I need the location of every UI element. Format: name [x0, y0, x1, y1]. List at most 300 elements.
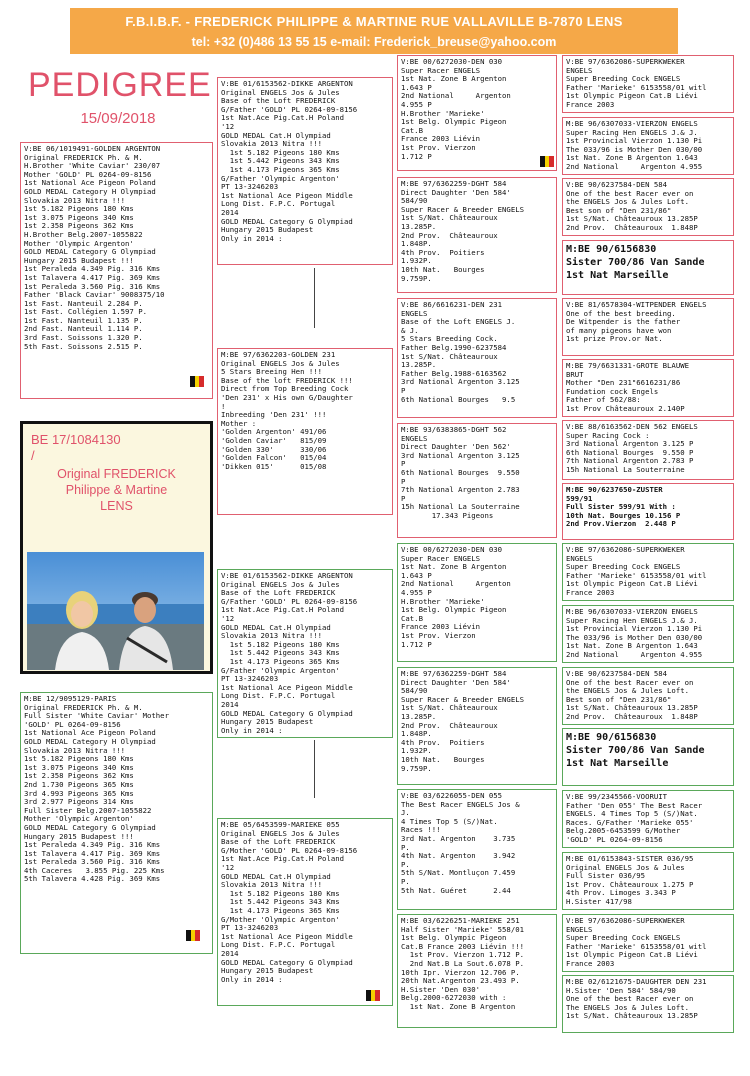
pedigree-line: 1st S/Nat. Châteauroux — [401, 703, 498, 713]
pedigree-line: 9.759P. — [401, 273, 432, 283]
pedigree-line: Hungary 2015 Budapest — [221, 717, 314, 727]
pedigree-line: Half Sister 'Marieke' 558/01 — [401, 924, 525, 934]
pedigree-line: Super Breeding Cock ENGELS — [566, 74, 681, 84]
pedigree-g3-5 — [397, 543, 557, 662]
pedigree-line: 10th Nat. Bourges 10.156 P — [566, 510, 681, 520]
pedigree-line: 1st Nat. Zone B Argenton 1.643 — [566, 153, 698, 163]
pedigree-line: M:BE 90/6156830 — [566, 732, 657, 743]
pedigree-line: 13.285P. — [401, 360, 437, 370]
pedigree-line: G/Father 'GOLD' PL 0264-09-8156 — [221, 104, 358, 114]
pedigree-line: 2nd 1.730 Pigeons 365 Kms — [24, 779, 134, 789]
pedigree-line: Long Dist. F.P.C. Portugal — [221, 691, 336, 701]
pedigree-line: Belg.2000-6272030 with : — [401, 993, 507, 1003]
pedigree-line: M:BE 01/6153843-SISTER 036/95 — [566, 854, 694, 863]
owner-line-1: Original FREDERICK — [57, 467, 176, 481]
pedigree-line: 1st Belg. Olympic Pigeon — [401, 933, 507, 943]
pedigree-line: ENGELS — [566, 924, 593, 934]
pedigree-line: 3rd National Argenton 3.125 P — [566, 439, 694, 449]
pedigree-line: 5th Nat. Guéret 2.44 — [401, 885, 511, 895]
pedigree-line: 2nd Prov. Châteauroux — [401, 230, 498, 240]
pedigree-g4-14 — [562, 852, 734, 910]
pedigree-line: 'Golden 330' 330/06 — [221, 444, 327, 454]
pedigree-line: 20th Nat.Argenton 23.493 P. — [401, 976, 520, 986]
pedigree-line: Super Racing Cock : — [566, 430, 650, 440]
pedigree-line: 1st S/Nat. Châteauroux 13.285P — [566, 214, 698, 224]
pedigree-line: M:BE 93/6383865-DGHT 562 — [401, 425, 507, 434]
pedigree-line: GOLD MEDAL Category G Olympiad — [221, 216, 353, 226]
pedigree-line: M:BE 96/6307033-VIERZON ENGELS — [566, 119, 698, 128]
pedigree-line: Father of 562/88: — [566, 395, 641, 405]
pedigree-line: H.Sister 'Den 584' 584/90 — [566, 985, 676, 995]
pedigree-line: Father 'Marieke' 6153558/01 witl — [566, 570, 707, 580]
pedigree-line: 1st Peraleda 4.349 Pig. 316 Kms — [24, 840, 161, 850]
pedigree-line: V:BE 97/6362086-SUPERKWEKER — [566, 545, 685, 554]
pedigree-line: 1st Nat.Ace Pig.Cat.H Poland — [221, 854, 345, 864]
pedigree-line: The 033/96 is Mother Den 030/00 — [566, 632, 703, 642]
pedigree-line: V:BE 00/6272030-DEN 030 — [401, 57, 503, 66]
pedigree-line: 1st National Ace Pigeon Middle — [221, 682, 353, 692]
pedigree-g4-6 — [562, 359, 734, 417]
pedigree-line: 1.712 P — [401, 151, 432, 161]
header-contact: tel: +32 (0)486 13 55 15 e-mail: Frederick_breuse@yahoo.com — [191, 35, 557, 49]
pedigree-line: Super Racing Hen ENGELS J.& J. — [566, 127, 698, 137]
pedigree-line: Super Breeding Cock ENGELS — [566, 562, 681, 572]
pedigree-line: 4 Times Top 5 (S/)Nat. — [401, 816, 498, 826]
pedigree-line: Only in 2014 : — [221, 233, 283, 243]
pedigree-line: 10th Nat. Bourges — [401, 754, 485, 764]
pedigree-line: 'Golden Argenton' 491/06 — [221, 427, 327, 437]
pedigree-line: 1.848P. — [401, 239, 432, 249]
pedigree-line: Best son of "Den 231/86" — [566, 205, 672, 215]
pedigree-line: Direct Daughter 'Den 562' — [401, 442, 511, 452]
pedigree-line: 2nd Fast. Nanteuil 1.114 P. — [24, 324, 143, 334]
pedigree-line: 1.932P. — [401, 746, 432, 756]
pedigree-fm — [217, 348, 393, 515]
pedigree-line: V:BE 99/2345566-VOORUIT — [566, 792, 668, 801]
pedigree-line: France 2003 — [566, 958, 615, 968]
pedigree-line: M:BE 05/6453599-MARIEKE 055 — [221, 820, 340, 829]
pedigree-line: 1st Prov. Châteauroux 1.275 P — [566, 879, 694, 889]
pedigree-line: V:BE 90/6237584-DEN 584 — [566, 669, 668, 678]
pedigree-line: 7th National Argenton 2.783 — [401, 485, 520, 495]
pedigree-line: 1st S/Nat. Châteauroux 13.285P — [566, 1011, 698, 1021]
pedigree-line: V:BE 06/1019491-GOLDEN ARGENTON — [24, 144, 161, 153]
pedigree-line: 1st Olympic Pigeon Cat.B Liévi — [566, 579, 698, 589]
pedigree-line: P — [401, 459, 406, 469]
pedigree-line: 1.643 P — [401, 82, 432, 92]
header-banner — [70, 8, 678, 54]
pedigree-line: P. — [401, 876, 410, 886]
pedigree-line: V:BE 97/6362086-SUPERKWEKER — [566, 916, 685, 925]
pedigree-line: GOLD MEDAL Cat.H Olympiad — [221, 130, 331, 140]
pedigree-line: 584/90 — [401, 196, 428, 206]
pedigree-g3-4 — [397, 423, 557, 538]
pedigree-line: GOLD MEDAL Category G Olympiad — [221, 957, 353, 967]
pedigree-line: 6th National Bourges 9.550 P — [566, 447, 694, 457]
subject-ring-number — [31, 432, 121, 464]
pedigree-line: Only in 2014 : — [221, 725, 283, 735]
pedigree-line: H.Brother Belg.2007-1055822 — [24, 229, 143, 239]
pedigree-line: Base of the loft FREDERICK !!! — [221, 375, 353, 385]
pedigree-line: G/Father 'Olympic Argenton' — [221, 665, 340, 675]
pedigree-line: France 2003 Liévin — [401, 134, 481, 144]
pedigree-line: One of the best Racer ever on — [566, 994, 694, 1004]
pedigree-line: Mother 'GOLD' PL 0264-09-8156 — [24, 169, 152, 179]
pedigree-line: 2nd National Argenton 4.955 — [566, 649, 703, 659]
pedigree-line: GOLD MEDAL Category H Olympiad — [24, 186, 156, 196]
pedigree-line: 1st National Ace Pigeon Poland — [24, 728, 156, 738]
pedigree-line: 5th S/Nat. Montluçon 7.459 — [401, 868, 516, 878]
pedigree-g3-7 — [397, 789, 557, 910]
pedigree-line: Slovakia 2013 Nitra !!! — [24, 195, 126, 205]
pedigree-line: Hungary 2015 Budapest — [221, 225, 314, 235]
pedigree-line: M:BE 97/6362259-DGHT 584 — [401, 179, 507, 188]
pedigree-line: 6th National Bourges 9.5 — [401, 394, 516, 404]
pedigree-line: V:BE 00/6272030-DEN 030 — [401, 545, 503, 554]
pedigree-father — [20, 142, 213, 399]
pedigree-line: 2nd Prov.Vierzon 2.448 P — [566, 519, 676, 529]
page-title: PEDIGREE — [28, 66, 212, 104]
pedigree-line: H.Brother 'Marieke' — [401, 108, 485, 118]
pedigree-line: 1.932P. — [401, 256, 432, 266]
pedigree-line: Father 'Black Caviar' 9008375/10 — [24, 290, 165, 300]
pedigree-line: V:BE 88/6163562-DEN 562 ENGELS — [566, 422, 698, 431]
pedigree-line: '12 — [221, 613, 235, 623]
pedigree-line: M:BE 97/6362259-DGHT 584 — [401, 669, 507, 678]
pedigree-line: 1st Nat. Zone B Argenton — [401, 562, 507, 572]
ring-number: BE 17/1084130 — [31, 432, 121, 447]
pedigree-line: ! — [221, 401, 226, 411]
connector-line — [314, 268, 315, 328]
pedigree-line: ENGELS — [401, 308, 428, 318]
pedigree-line: 1st 3.075 Pigeons 340 Kms — [24, 212, 134, 222]
pedigree-line: Super Breeding Cock ENGELS — [566, 933, 681, 943]
pedigree-line: V:BE 86/6616231-DEN 231 — [401, 300, 503, 309]
pedigree-line: Inbreeding 'Den 231' !!! — [221, 410, 327, 420]
pedigree-line: 1st Nat.Ace Pig.Cat.H Poland — [221, 113, 345, 123]
pedigree-line: Mother 'Olympic Argenton' — [24, 238, 134, 248]
pedigree-line: V:BE 01/6153562-DIKKE ARGENTON — [221, 571, 353, 580]
pedigree-line: 3rd National Argenton 3.125 — [401, 377, 520, 387]
connector-line — [314, 740, 315, 798]
pedigree-line: 1st Prov. Vierzon — [401, 630, 476, 640]
pedigree-line: France 2003 — [566, 587, 615, 597]
pedigree-line: 1st Belg. Olympic Pigeon — [401, 117, 507, 127]
pedigree-line: 1st 5.182 Pigeons 180 Kms — [221, 888, 340, 898]
pedigree-line: Sister 700/86 Van Sande — [566, 745, 705, 756]
pedigree-line: 1st Nat Marseille — [566, 270, 669, 281]
pedigree-line: The 033/96 is Mother Den 030/00 — [566, 144, 703, 154]
pedigree-line: Base of the Loft FREDERICK — [221, 837, 336, 847]
pedigree-g4-12 — [562, 728, 734, 786]
pedigree-line: P — [401, 493, 406, 503]
pedigree-line: 2014 — [221, 948, 239, 958]
pedigree-line: 1st Peraleda 3.560 Pig. 316 Kms — [24, 281, 161, 291]
pedigree-line: 2nd Prov. Châteauroux 1.848P — [566, 711, 698, 721]
pedigree-line: & J. — [401, 325, 419, 335]
pedigree-line: 3rd Fast. Soissons 1.320 P. — [24, 333, 143, 343]
pedigree-line: the ENGELS Jos & Jules Loft. — [566, 197, 690, 207]
pedigree-g4-4 — [562, 240, 734, 295]
pedigree-line: Father 'Marieke' 6153558/01 witl — [566, 82, 707, 92]
pedigree-line: ENGELS — [401, 433, 428, 443]
pedigree-line: 1.712 P — [401, 639, 432, 649]
pedigree-line: 'GOLD' PL 0264-09-8156 — [566, 834, 663, 844]
pedigree-line: 5 Stars Breeing Hen !!! — [221, 367, 323, 377]
pedigree-line: Original ENGELS Jos & Jules — [566, 862, 685, 872]
pedigree-line: M:BE 79/6631331-GROTE BLAUWE — [566, 361, 690, 370]
pedigree-line: PT 13-3246203 — [221, 674, 279, 684]
pedigree-line: Hungary 2015 Budapest — [221, 966, 314, 976]
pedigree-line: 1st Prov. Vierzon — [401, 142, 476, 152]
pedigree-line: H.Brother 'Marieke' — [401, 596, 485, 606]
pedigree-line: ENGELS — [566, 553, 593, 563]
pedigree-mf — [217, 569, 393, 738]
pedigree-line: GOLD MEDAL Cat.H Olympiad — [221, 622, 331, 632]
pedigree-line: 1st Peraleda 3.560 Pig. 316 Kms — [24, 857, 161, 867]
pedigree-line: 4th Prov. Poitiers — [401, 247, 485, 257]
pedigree-line: G/Father 'GOLD' PL 0264-09-8156 — [221, 596, 358, 606]
owners-photo-illustration — [27, 552, 204, 670]
pedigree-line: 1st 3.075 Pigeons 340 Kms — [24, 762, 134, 772]
owner-line-2: Philippe & Martine — [65, 483, 168, 497]
pedigree-line: 1st Prov Châteauroux 2.140P — [566, 403, 685, 413]
pedigree-line: 4.955 P — [401, 99, 432, 109]
pedigree-line: J. — [401, 808, 410, 818]
pedigree-line: Belg.2005-6453599 G/Mother — [566, 826, 681, 836]
pedigree-line: Hungary 2015 Budapest !!! — [24, 831, 134, 841]
pedigree-line: Direct Daughter 'Den 584' — [401, 677, 511, 687]
pedigree-line: Father 'Marieke' 6153558/01 witl — [566, 941, 707, 951]
pedigree-ff — [217, 77, 393, 265]
pedigree-line: 1st National Ace Pigeon Middle — [221, 931, 353, 941]
pedigree-line: 1st 5.442 Pigeons 343 Kms — [221, 156, 340, 166]
pedigree-line: 1.848P. — [401, 729, 432, 739]
pedigree-line: Super Racer & Breeder ENGELS — [401, 204, 525, 214]
pedigree-line: ENGELS — [566, 65, 593, 75]
pedigree-line: 2nd National Argenton — [401, 91, 511, 101]
pedigree-line: 1st Peraleda 4.349 Pig. 316 Kms — [24, 264, 161, 274]
pedigree-line: 1st 4.173 Pigeons 365 Kms — [221, 164, 340, 174]
pedigree-line: 1st 5.182 Pigeons 180 Kms — [24, 204, 134, 214]
pedigree-line: 1st Nat. Zone B Argenton — [401, 74, 507, 84]
pedigree-line: Super Racing Hen ENGELS J.& J. — [566, 615, 698, 625]
pedigree-line: 15h National La Souterraine — [401, 502, 520, 512]
pedigree-line: 2nd Prov. Châteauroux 1.848P — [566, 222, 698, 232]
pedigree-mm — [217, 818, 393, 1006]
pedigree-line: Direct Daughter 'Den 584' — [401, 187, 511, 197]
pedigree-line: France 2003 Liévin — [401, 622, 481, 632]
pedigree-line: Mother 'Olympic Argenton' — [24, 814, 134, 824]
pedigree-line: Father Belg.1990-6237584 — [401, 342, 507, 352]
pedigree-line: Original ENGELS Jos & Jules — [221, 828, 340, 838]
pedigree-g4-15 — [562, 914, 734, 972]
pedigree-line: 'Golden Falcon' 015/04 — [221, 453, 327, 463]
pedigree-line: H.Sister 417/98 — [566, 896, 632, 906]
pedigree-line: PT 13-3246203 — [221, 923, 279, 933]
pedigree-line: Super Racer & Breeder ENGELS — [401, 694, 525, 704]
pedigree-line: M:BE 97/6362203-GOLDEN 231 — [221, 350, 336, 359]
pedigree-line: P — [401, 385, 406, 395]
pedigree-line: 4th Prov. Poitiers — [401, 737, 485, 747]
pedigree-line: 3rd National Argenton 3.125 — [401, 450, 520, 460]
pedigree-line: 2nd Prov. Châteauroux — [401, 720, 498, 730]
pedigree-line: Base of the Loft FREDERICK — [221, 96, 336, 106]
pedigree-line: Super Racer ENGELS — [401, 65, 481, 75]
pedigree-line: 1st 4.173 Pigeons 365 Kms — [221, 905, 340, 915]
pedigree-line: One of the best Racer ever on — [566, 677, 694, 687]
pedigree-g3-1 — [397, 55, 557, 171]
pedigree-line: PT 13-3246203 — [221, 182, 279, 192]
pedigree-line: Sister 700/86 Van Sande — [566, 257, 705, 268]
pedigree-line: De Witpender is the father — [566, 317, 681, 327]
pedigree-line: Original ENGELS Jos & Jules — [221, 579, 340, 589]
pedigree-line: 5th Fast. Soissons 2.515 P. — [24, 341, 143, 351]
pedigree-line: Original FREDERICK Ph. & M. — [24, 152, 143, 162]
pedigree-line: 1st 2.358 Pigeons 362 Kms — [24, 771, 134, 781]
pedigree-line: the ENGELS Jos & Jules Loft. — [566, 686, 690, 696]
pedigree-line: 2nd National Argenton 4.955 — [566, 161, 703, 171]
pedigree-line: 1st National Ace Pigeon Middle — [221, 190, 353, 200]
pedigree-g4-1 — [562, 55, 734, 113]
owners-photo — [27, 552, 204, 670]
pedigree-date: 15/09/2018 — [80, 110, 156, 127]
pedigree-line: 4th Prov. Limoges 3.343 P — [566, 888, 676, 898]
pedigree-line: Original ENGELS Jos & Jules — [221, 87, 340, 97]
pedigree-line: V:BE 90/6237584-DEN 584 — [566, 180, 668, 189]
pedigree-line: Races !!! — [401, 825, 441, 835]
pedigree-line: Mother "Den 231"6616231/86 — [566, 378, 681, 388]
pedigree-line: 3rd 4.993 Pigeons 365 Kms — [24, 788, 134, 798]
pedigree-line: '12 — [221, 862, 235, 872]
pedigree-g4-13 — [562, 790, 734, 848]
pedigree-line: 15h National La Souterraine — [566, 464, 685, 474]
pedigree-line: One of the best Racer ever on — [566, 188, 694, 198]
pedigree-g4-11 — [562, 667, 734, 725]
pedigree-line: 'Dikken 015' 015/08 — [221, 461, 327, 471]
pedigree-line: 1st Talavera 4.417 Pig. 369 Kms — [24, 272, 161, 282]
pedigree-line: 1st Fast. Collégien 1.597 P. — [24, 307, 148, 317]
pedigree-line: 3rd 2.977 Pigeons 314 Kms — [24, 797, 134, 807]
pedigree-line: M:BE 12/9095129-PARIS — [24, 694, 117, 703]
pedigree-line: ENGELS. 4 Times Top 5 (S/)Nat. — [566, 809, 698, 819]
belgian-flag-icon — [186, 930, 200, 941]
pedigree-g4-8 — [562, 483, 734, 540]
pedigree-line: 6th National Bourges 9.550 — [401, 467, 520, 477]
header-address: F.B.I.B.F. - FREDERICK PHILIPPE & MARTINE RUE VALLAVILLE B-7870 LENS — [125, 14, 623, 29]
pedigree-line: 1.643 P — [401, 570, 432, 580]
pedigree-line: Races. G/Father 'Marieke 055' — [566, 817, 694, 827]
pedigree-line: 1st Olympic Pigeon Cat.B Liévi — [566, 950, 698, 960]
subject-owner — [23, 466, 210, 514]
pedigree-line: 4th Nat. Argenton 3.942 — [401, 851, 516, 861]
pedigree-line: 1st S/Nat. Châteauroux — [401, 213, 498, 223]
pedigree-line: Full Sister 599/91 With : — [566, 502, 676, 512]
pedigree-line: Slovakia 2013 Nitra !!! — [24, 745, 126, 755]
pedigree-g3-8 — [397, 914, 557, 1028]
pedigree-g4-9 — [562, 543, 734, 601]
pedigree-g4-5 — [562, 298, 734, 356]
pedigree-g4-2 — [562, 117, 734, 175]
pedigree-line: Full Sister 036/95 — [566, 871, 646, 881]
pedigree-g3-2 — [397, 177, 557, 293]
pedigree-line: 2014 — [221, 699, 239, 709]
pedigree-line: 1st 5.182 Pigeons 180 Kms — [221, 639, 340, 649]
subject-photo-card — [20, 421, 213, 674]
pedigree-line: 1st 2.358 Pigeons 362 Kms — [24, 221, 134, 231]
pedigree-line: 1st 5.442 Pigeons 343 Kms — [221, 897, 340, 907]
pedigree-line: 1st 5.182 Pigeons 180 Kms — [24, 754, 134, 764]
pedigree-line: Slovakia 2013 Nitra !!! — [221, 880, 323, 890]
pedigree-line: Cat.B — [401, 125, 423, 135]
pedigree-line: 1st National Ace Pigeon Poland — [24, 178, 156, 188]
pedigree-line: 1st Belg. Olympic Pigeon — [401, 605, 507, 615]
pedigree-line: M:BE 96/6307033-VIERZON ENGELS — [566, 607, 698, 616]
pedigree-g4-3 — [562, 178, 734, 236]
pedigree-line: BRUT — [566, 369, 584, 379]
pedigree-line: 4th Caceres 3.855 Pig. 225 Kms — [24, 865, 165, 875]
pedigree-line: France 2003 — [566, 99, 615, 109]
pedigree-line: 1st 5.442 Pigeons 343 Kms — [221, 648, 340, 658]
pedigree-mother — [20, 692, 213, 954]
ring-slash: / — [31, 448, 35, 463]
belgian-flag-icon — [366, 990, 380, 1001]
pedigree-line: 584/90 — [401, 686, 428, 696]
pedigree-g3-6 — [397, 667, 557, 785]
pedigree-line: Super Racer ENGELS — [401, 553, 481, 563]
pedigree-line: Slovakia 2013 Nitra !!! — [221, 139, 323, 149]
owner-line-3: LENS — [100, 499, 133, 513]
pedigree-line: 1st 5.182 Pigeons 180 Kms — [221, 147, 340, 157]
pedigree-line: Cat.B France 2003 Liévin !!! — [401, 941, 525, 951]
pedigree-line: 1st Nat. Zone B Argenton 1.643 — [566, 641, 698, 651]
pedigree-line: H.Sister 'Den 030' — [401, 984, 481, 994]
pedigree-line: V:BE 01/6153562-DIKKE ARGENTON — [221, 79, 353, 88]
pedigree-g3-3 — [397, 298, 557, 418]
pedigree-line: GOLD MEDAL Category G Olympiad — [221, 708, 353, 718]
pedigree-line: Fundation cock Engels — [566, 386, 659, 396]
pedigree-line: 2014 — [221, 207, 239, 217]
pedigree-line: Long Dist. F.P.C. Portugal — [221, 199, 336, 209]
pedigree-line: 'Golden Caviar' 815/09 — [221, 435, 327, 445]
pedigree-line: M:BE 90/6237650-ZUSTER — [566, 485, 663, 494]
pedigree-line: 1st S/Nat. Châteauroux 13.285P — [566, 703, 698, 713]
pedigree-line: GOLD MEDAL Category H Olympiad — [24, 736, 156, 746]
pedigree-line: 1st Nat.Ace Pig.Cat.H Poland — [221, 605, 345, 615]
pedigree-line: G/Mother 'GOLD' PL 0264-09-8156 — [221, 845, 358, 855]
pedigree-line: 'GOLD' PL 0264-09-8156 — [24, 719, 121, 729]
pedigree-line: M:BE 90/6156830 — [566, 244, 657, 255]
pedigree-line: GOLD MEDAL Cat.H Olympiad — [221, 871, 331, 881]
pedigree-line: 17.343 Pigeons — [401, 510, 494, 520]
pedigree-line: 5 Stars Breeding Cock. — [401, 334, 498, 344]
pedigree-line: 1st Prov. Vierzon 1.712 P. — [401, 950, 525, 960]
pedigree-g4-7 — [562, 420, 734, 480]
pedigree-line: 1st S/Nat. Châteauroux — [401, 351, 498, 361]
pedigree-line: GOLD MEDAL Category G Olympiad — [24, 822, 156, 832]
pedigree-line: Best son of "Den 231/86" — [566, 694, 672, 704]
pedigree-line: Direct from Top Breeding Cock — [221, 384, 349, 394]
pedigree-line: 1st Nat. Zone B Argenton — [401, 1001, 516, 1011]
pedigree-line: 2nd Nat.B La Sout.6.078 P. — [401, 958, 525, 968]
pedigree-line: 10th Ipr. Vierzon 12.706 P. — [401, 967, 520, 977]
pedigree-line: GOLD MEDAL Category G Olympiad — [24, 247, 156, 257]
pedigree-line: Base of the Loft ENGELS J. — [401, 317, 516, 327]
pedigree-line: 5th Talavera 4.428 Pig. 369 Kms — [24, 874, 161, 884]
pedigree-line: V:BE 81/6578304-WITPENDER ENGELS — [566, 300, 707, 309]
pedigree-line: Full Sister 'White Caviar' Mother — [24, 711, 169, 721]
pedigree-g4-10 — [562, 605, 734, 663]
